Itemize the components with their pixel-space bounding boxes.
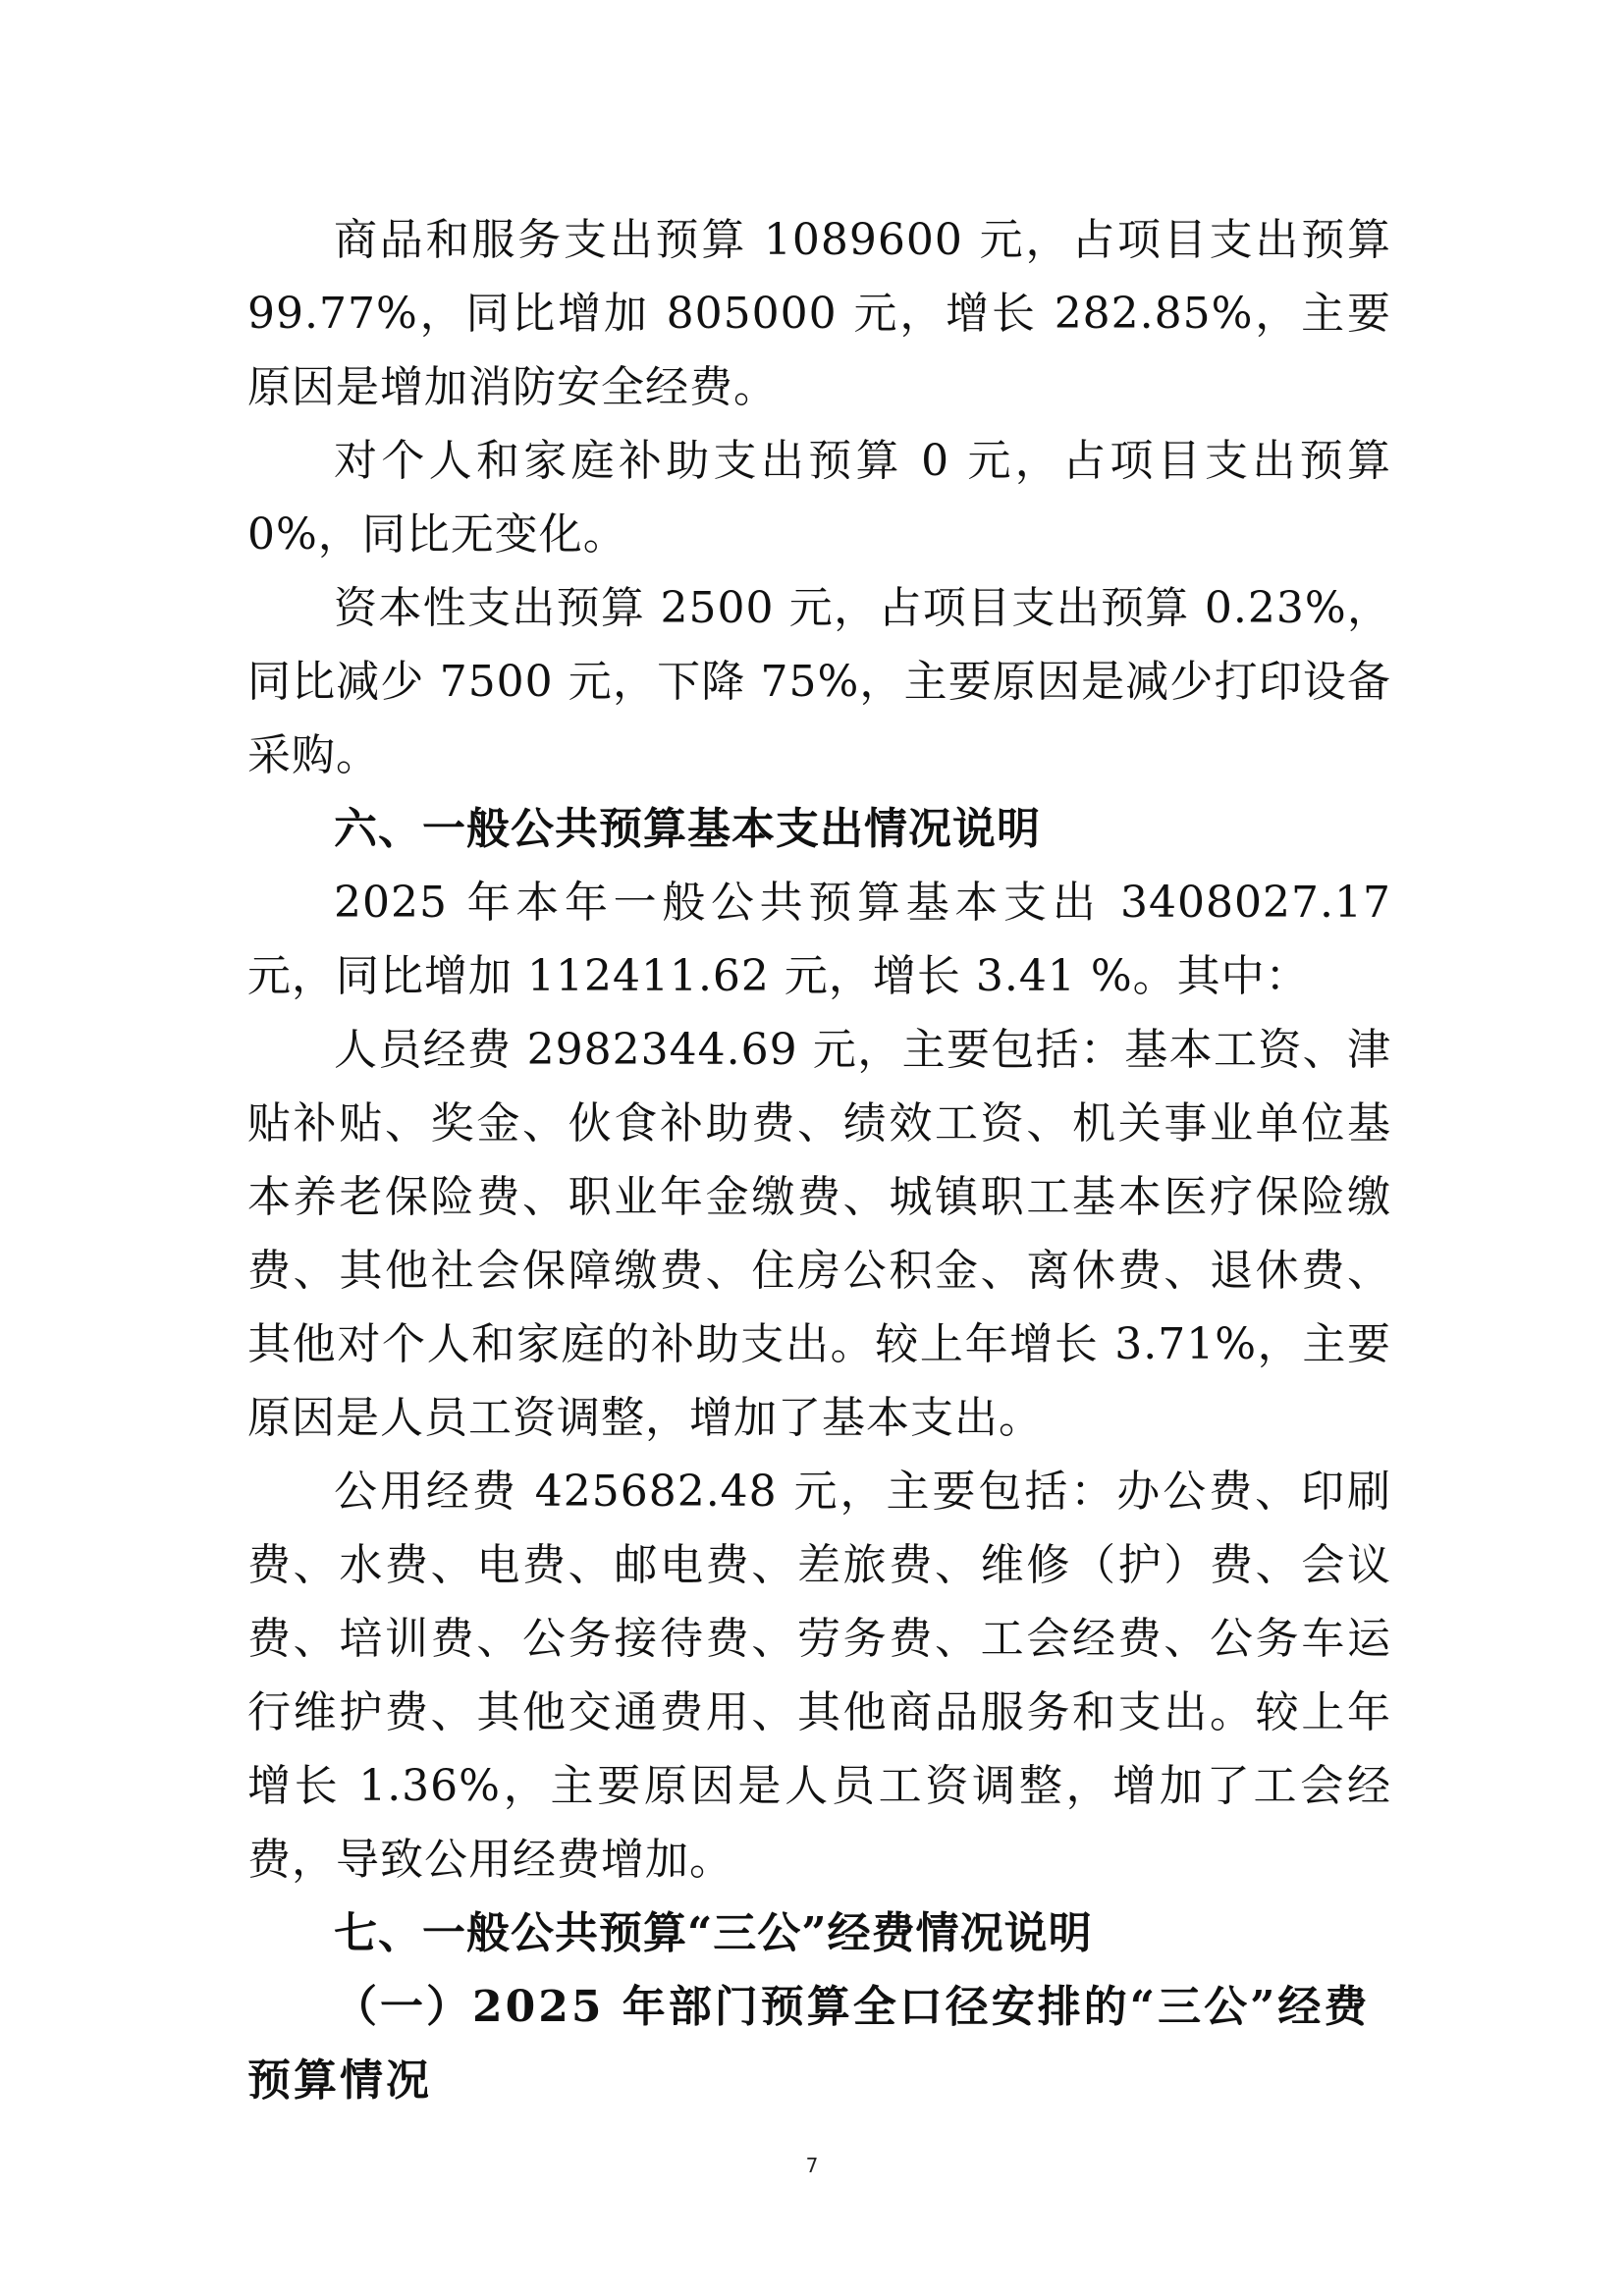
- section-6-title: 六、一般公共预算基本支出情况说明: [334, 804, 1041, 854]
- paragraph-capital-expenditure: 资本性支出预算 2500 元，占项目支出预算 0.23%，同比减少 7500 元，下降 75%，主要原因是减少打印设备采购。: [247, 583, 1391, 780]
- section-7-title: 七、一般公共预算“三公”经费情况说明: [334, 1908, 1093, 1958]
- document-body: [247, 203, 1391, 2117]
- paragraph-personal-subsidy: 对个人和家庭补助支出预算 0 元，占项目支出预算 0%，同比无变化。: [247, 436, 1391, 560]
- paragraph-goods-services: 商品和服务支出预算 1089600 元，占项目支出预算 99.77%，同比增加 805000 元，增长 282.85%，主要原因是增加消防安全经费。: [247, 215, 1391, 412]
- paragraph-public-funds: 公用经费 425682.48 元，主要包括：办公费、印刷费、水费、电费、邮电费、差旅费、维修（护）费、会议费、培训费、公务接待费、劳务费、工会经费、公务车运行维护费、其他交通费用、其他商品服务和支出。较上年增长 1.36%，主要原因是人员工资调整，增加了工会经费，导致公用经费增加。: [247, 1467, 1391, 1885]
- section-7-subtitle: （一）2025 年部门预算全口径安排的“三公”经费预算情况: [247, 1982, 1371, 2106]
- page-number: 7: [805, 2154, 819, 2177]
- paragraph-basic-expenditure: 2025 年本年一般公共预算基本支出 3408027.17 元，同比增加 112411.62 元，增长 3.41 %。其中：: [247, 878, 1391, 1001]
- paragraph-personnel-funds: 人员经费 2982344.69 元，主要包括：基本工资、津贴补贴、奖金、伙食补助费、绩效工资、机关事业单位基本养老保险费、职业年金缴费、城镇职工基本医疗保险缴费、其他社会保障缴费、住房公积金、离休费、退休费、其他对个人和家庭的补助支出。较上年增长 3.71%，主要原因是人员工资调整，增加了基本支出。: [247, 1025, 1391, 1443]
